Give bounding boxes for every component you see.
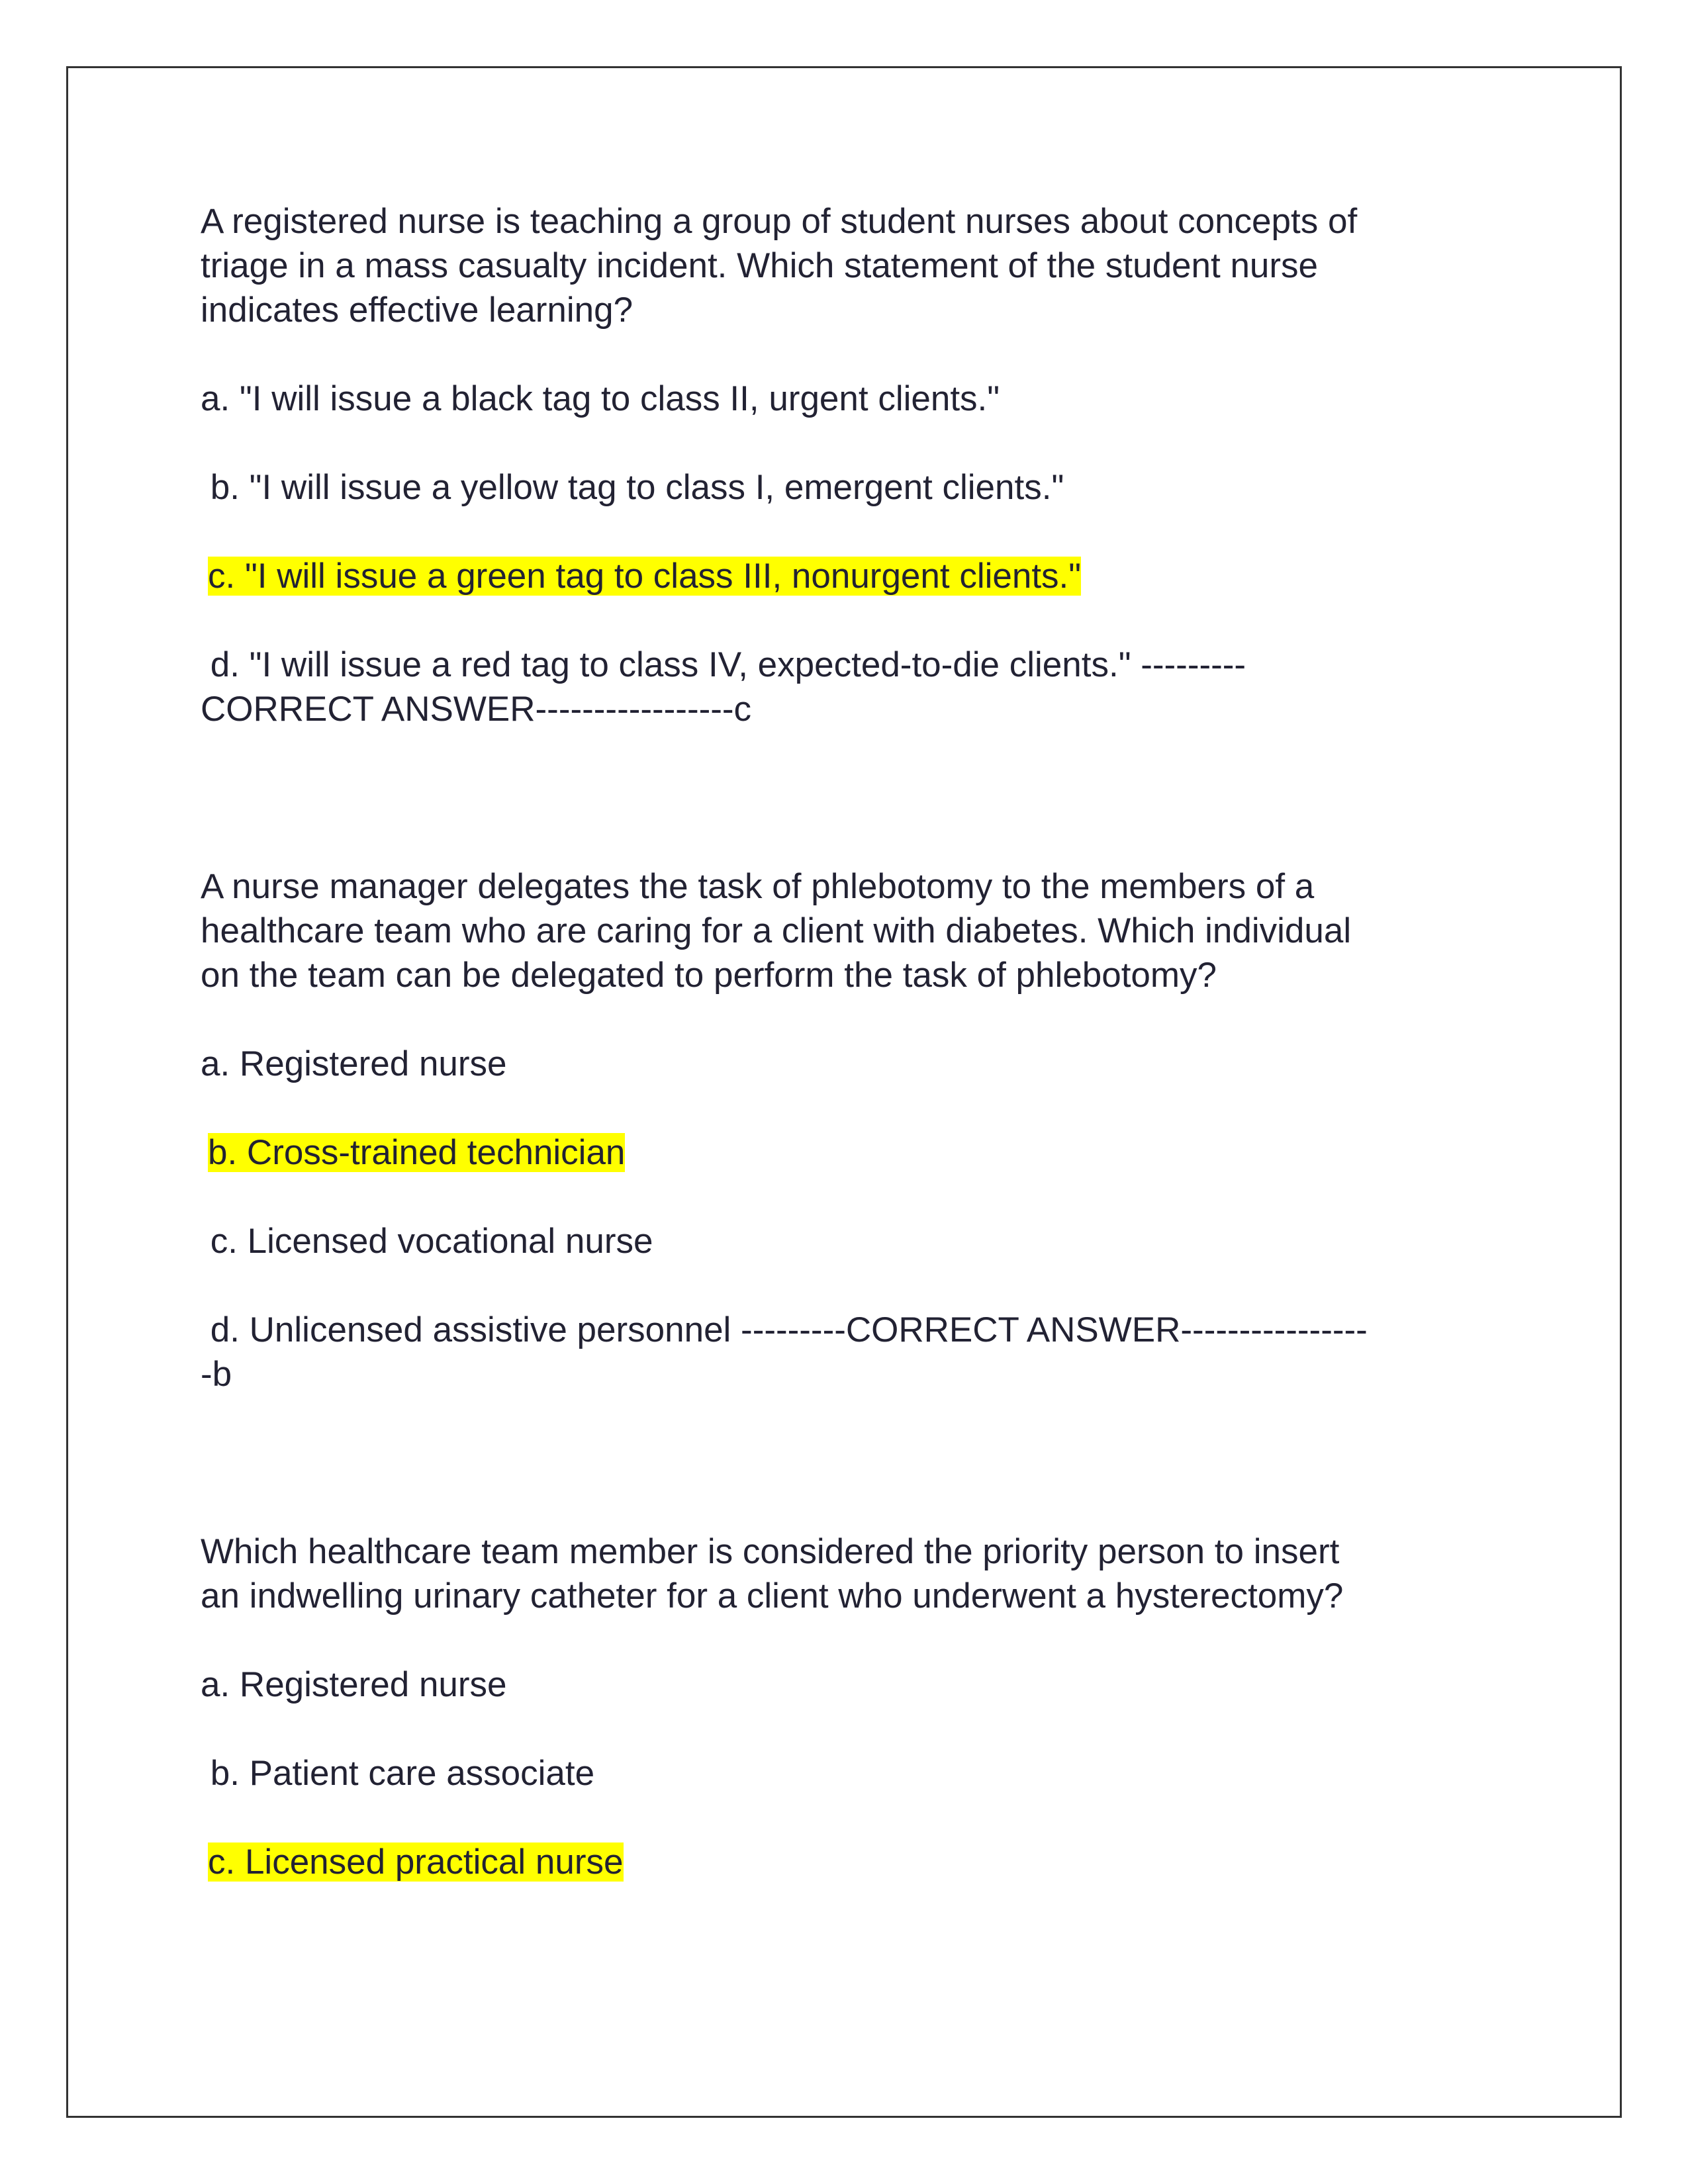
question-3-option-b: b. Patient care associate <box>201 1754 595 1793</box>
question-1-option-a: a. "I will issue a black tag to class II, urgent clients." <box>201 379 1000 418</box>
question-2-stem-line-1: A nurse manager delegates the task of phlebotomy to the members of a <box>201 867 1315 906</box>
question-2-stem-line-2: healthcare team who are caring for a client with diabetes. Which individual <box>201 911 1352 950</box>
question-3-option-a: a. Registered nurse <box>201 1665 507 1704</box>
question-2-option-d-line-2: -b <box>201 1355 232 1394</box>
question-1-stem-line-2: triage in a mass casualty incident. Which statement of the student nurse <box>201 246 1319 285</box>
question-1-option-c <box>208 554 1081 598</box>
question-3-option-c <box>208 1840 624 1884</box>
question-1-stem-line-1: A registered nurse is teaching a group of student nurses about concepts of <box>201 202 1358 241</box>
question-2-option-d-line-1: d. Unlicensed assistive personnel ---------CORRECT ANSWER---------------- <box>201 1310 1368 1349</box>
question-2-option-b <box>208 1130 625 1175</box>
question-2-option-b-highlight: b. Cross-trained technician <box>208 1133 626 1172</box>
question-1-option-d-line-1: d. "I will issue a red tag to class IV, expected-to-die clients." --------- <box>201 645 1246 684</box>
question-1-option-d-line-2: CORRECT ANSWER-----------------c <box>201 690 752 729</box>
question-3-option-c-highlight: c. Licensed practical nurse <box>208 1843 624 1882</box>
question-1-option-b: b. "I will issue a yellow tag to class I, emergent clients." <box>201 468 1064 507</box>
question-1-stem-line-3: indicates effective learning? <box>201 291 633 330</box>
question-3-stem-line-1: Which healthcare team member is considered the priority person to insert <box>201 1532 1340 1571</box>
question-2-option-a: a. Registered nurse <box>201 1044 507 1083</box>
page-border <box>66 66 1622 2118</box>
question-2-option-c: c. Licensed vocational nurse <box>201 1222 653 1261</box>
question-1-option-c-highlight: c. "I will issue a green tag to class III, nonurgent clients." <box>208 557 1082 596</box>
question-3-stem-line-2: an indwelling urinary catheter for a client who underwent a hysterectomy? <box>201 1576 1344 1615</box>
question-2-stem-line-3: on the team can be delegated to perform the task of phlebotomy? <box>201 956 1217 995</box>
